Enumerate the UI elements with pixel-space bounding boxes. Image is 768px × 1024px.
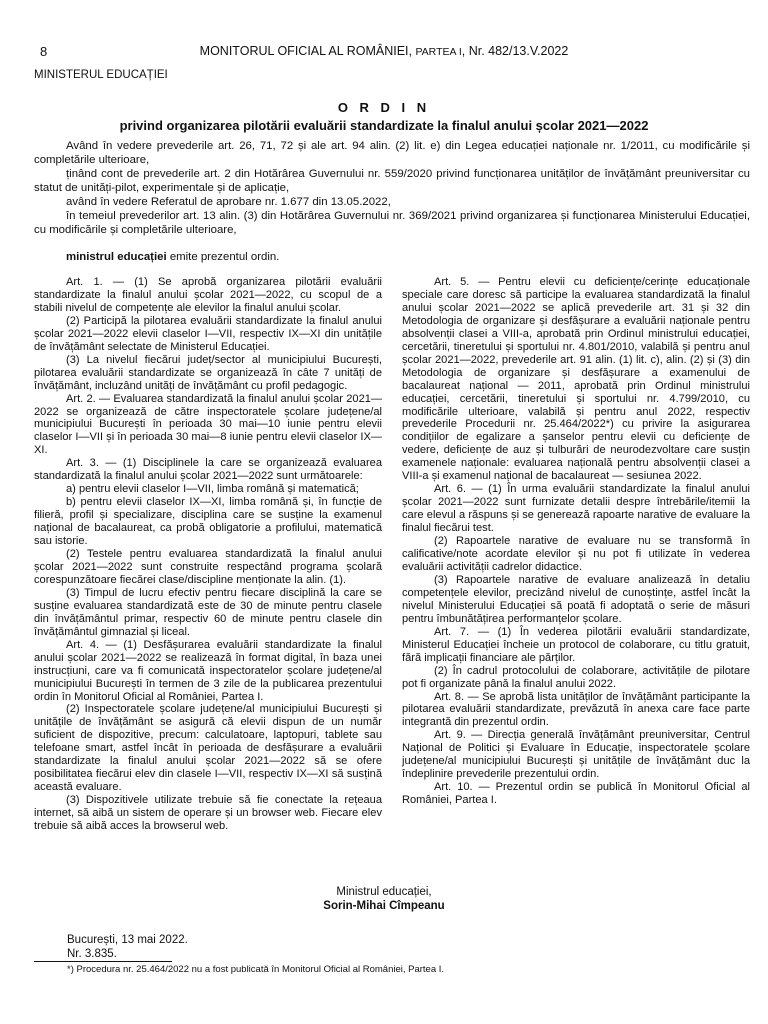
issuer-statement	[34, 250, 750, 264]
preamble-paragraph: ținând cont de prevederile art. 2 din Hotărârea Guvernului nr. 559/2020 privind funcționarea unităților de învățământ preuniversitar cu statut de unități-pilot, experimentale și de aplicație,	[34, 168, 750, 194]
article-paragraph: (2) Participă la pilotarea evaluării standardizate la finalul anului școlar 2021—2022 elevii claselor I—VII, respectiv IX—XI din unitățile de învățământ selectate de Ministerul Educației.	[34, 314, 382, 353]
preamble-paragraph: având în vedere Referatul de aprobare nr. 1.677 din 13.05.2022,	[66, 196, 391, 208]
document-title: O R D I N	[337, 100, 431, 115]
issuer-bold: ministrul educației	[66, 251, 167, 263]
preamble-paragraph: în temeiul prevederilor art. 13 alin. (3) din Hotărârea Guvernului nr. 369/2021 privind organizarea și funcționarea Ministerului Educației, cu modificările și completările ulterioare,	[34, 210, 750, 236]
footnote: *) Procedura nr. 25.464/2022 nu a fost publicată în Monitorul Oficial al României, Partea I.	[67, 964, 445, 975]
signature-role: Ministrul educației,	[336, 886, 432, 898]
page-number: 8	[40, 44, 48, 59]
running-head-part: PARTEA I	[415, 46, 462, 58]
article-paragraph: (2) Inspectoratele școlare județene/al municipiului București și unitățile de învățământ se asigură că elevii dispun de un număr suficient de dispozitive, precum: calculatoare, laptopuri, tablete sau telefoane smart, astfel încât în perioada de desfășurare a evaluării standardizate la finalul anului școlar 2021—2022 să se ofere posibilitatea fiecărui elev din clasele I—VII, respectiv IX—XI să susțină această evaluare.	[34, 703, 382, 794]
article-paragraph: Art. 7. — (1) În vederea pilotării evaluării standardizate, Ministerul Educației încheie un protocol de colaborare, cu titlu gratuit, fără implicații financiare ale părților.	[402, 625, 750, 664]
article-paragraph: Art. 5. — Pentru elevii cu deficiențe/cerințe educaționale speciale care doresc să participe la evaluarea standardizată la finalul anului școlar 2021—2022 se aplică prevederile art. 31 și 32 din Metodologia de organizare și desfășurare a evaluării naționale pentru absolvenții clasei a VIII-a, aprobată prin Ordinul ministrului educației, cercetării, tineretului și sportului nr. 4.801/2010, valabilă și pentru anul școlar 2021—2022, prevederile art. 91 alin. (1) lit. c), alin. (2) și (3) din Metodologia de organizare și desfășurare a examenului de bacalaureat național — 2011, aprobată prin Ordinul ministrului educației, cercetării, tineretului și sportului nr. 4.799/2010, cu modificările ulterioare, valabilă și pentru anul 2022, respectiv prevederile Procedurii nr. 25.464/2022*) cu privire la asigurarea condițiilor de egalizare a șanselor pentru elevii cu deficiențe de vedere, deficiențe de auz și tulburări de neurodezvoltare care susțin examenele naționale: evaluarea națională pentru absolvenții clasei a VIII-a și examenul național de bacalaureat — sesiunea 2022.	[402, 276, 750, 483]
article-paragraph: Art. 2. — Evaluarea standardizată la finalul anului școlar 2021—2022 se organizează de către inspectoratele școlare județene/al municipiului București în perioada 30 mai—10 iunie pentru elevii claselor I—VII și în perioada 30 mai—8 iunie pentru elevii claselor IX—XI.	[34, 392, 382, 457]
left-column	[34, 276, 382, 833]
article-paragraph: Art. 1. — (1) Se aprobă organizarea pilotării evaluării standardizate la finalul anului școlar 2021—2022, cu scopul de a stabili nivelul de competențe ale elevilor la finalul anului școlar.	[34, 276, 382, 314]
article-paragraph: (3) Timpul de lucru efectiv pentru fiecare disciplină la care se susține evaluarea standardizată este de 30 de minute pentru clasele din învățământul primar, respectiv 60 de minute pentru clasele din învățământul gimnazial și liceal.	[34, 586, 382, 638]
article-paragraph: (2) În cadrul protocolului de colaborare, activitățile de pilotare pot fi organizate până la finalul anului 2022.	[402, 664, 750, 690]
place-date-block	[67, 933, 188, 961]
article-paragraph: (2) Rapoartele narative de evaluare nu se transformă în calificative/note acordate elevilor și nu pot fi utilizate în vederea evaluării activității cadrelor didactice.	[402, 535, 750, 573]
article-paragraph: Art. 8. — Se aprobă lista unităților de învățământ participante la pilotarea evaluării standardizate, prevăzută în anexa care face parte integrantă din prezentul ordin.	[402, 690, 750, 729]
running-head-issue: , Nr. 482/13.V.2022	[461, 44, 569, 58]
order-number: Nr. 3.835.	[67, 948, 117, 960]
place-date: București, 13 mai 2022.	[67, 934, 188, 946]
article-paragraph: b) pentru elevii claselor IX—XI, limba română și, în funcție de filieră, profil și specializare, disciplina care se susține la examenul național de bacalaureat, ca probă obligatorie a profilului, matematică sau istorie.	[34, 496, 382, 548]
footnote-divider	[34, 961, 172, 962]
preamble	[34, 139, 750, 237]
article-paragraph: (3) Rapoartele narative de evaluare analizează în detaliu competențele elevilor, precizând nivelul de cunoștințe, astfel încât la nivelul Ministerului Educației să poată fi adoptată o serie de măsuri pentru îmbunătățirea performanțelor școlare.	[402, 573, 750, 625]
article-paragraph: (3) Dispozitivele utilizate trebuie să fie conectate la rețeaua internet, să aibă un sistem de operare și un browser web. Fiecare elev trebuie să aibă acces la browserul web.	[34, 794, 382, 833]
article-paragraph: a) pentru elevii claselor I—VII, limba română și matematică;	[66, 483, 359, 496]
article-paragraph: (3) La nivelul fiecărui județ/sector al municipiului București, pilotarea evaluării standardizate se organizează în câte 7 unități de învățământ, incluzând unități de învățământ cu profil pedagogic.	[34, 353, 382, 392]
signature-name: Sorin-Mihai Cîmpeanu	[323, 900, 445, 912]
preamble-paragraph: Având în vedere prevederile art. 26, 71, 72 și ale art. 94 alin. (2) lit. e) din Legea educației naționale nr. 1/2011, cu modificările și completările ulterioare,	[34, 140, 750, 166]
article-paragraph: Art. 6. — (1) În urma evaluării standardizate la finalul anului școlar 2021—2022 sunt furnizate detalii despre întrebările/itemii la care elevul a răspuns și se generează rapoarte narative de evaluare la finalul fiecărui test.	[402, 483, 750, 535]
ministry-name: MINISTERUL EDUCAȚIEI	[34, 69, 168, 81]
article-paragraph: Art. 4. — (1) Desfășurarea evaluării standardizate la finalul anului școlar 2021—2022 se realizează în format digital, în baza unei instrucțiuni, care va fi comunicată inspectoratelor școlare județene/al municipiului București în termen de 3 zile de la publicarea prezentului ordin în Monitorul Oficial al României, Partea I.	[34, 638, 382, 703]
issuer-rest: emite prezentul ordin.	[166, 251, 280, 263]
signature-block	[0, 885, 768, 913]
article-paragraph: Art. 10. — Prezentul ordin se publică în Monitorul Oficial al României, Partea I.	[402, 781, 750, 807]
article-paragraph: (2) Testele pentru evaluarea standardizată la finalul anului școlar 2021—2022 sunt construite respectând programa școlară corespunzătoare fiecărei clase/discipline menționate la alin. (1).	[34, 548, 382, 586]
article-paragraph: Art. 9. — Direcția generală învățământ preuniversitar, Centrul Național de Politici și Evaluare în Educație, inspectoratele școlare județene/al municipiului București și unitățile de învățământ duc la îndeplinire prevederile prezentului ordin.	[402, 729, 750, 781]
running-head	[0, 44, 768, 58]
right-column	[402, 276, 750, 807]
document-subtitle: privind organizarea pilotării evaluării standardizate la finalul anului școlar 2021—2022	[119, 118, 649, 133]
article-paragraph: Art. 3. — (1) Disciplinele la care se organizează evaluarea standardizată la finalul anului școlar 2021—2022 sunt următoarele:	[34, 457, 382, 483]
running-head-title: MONITORUL OFICIAL AL ROMÂNIEI,	[199, 44, 416, 58]
